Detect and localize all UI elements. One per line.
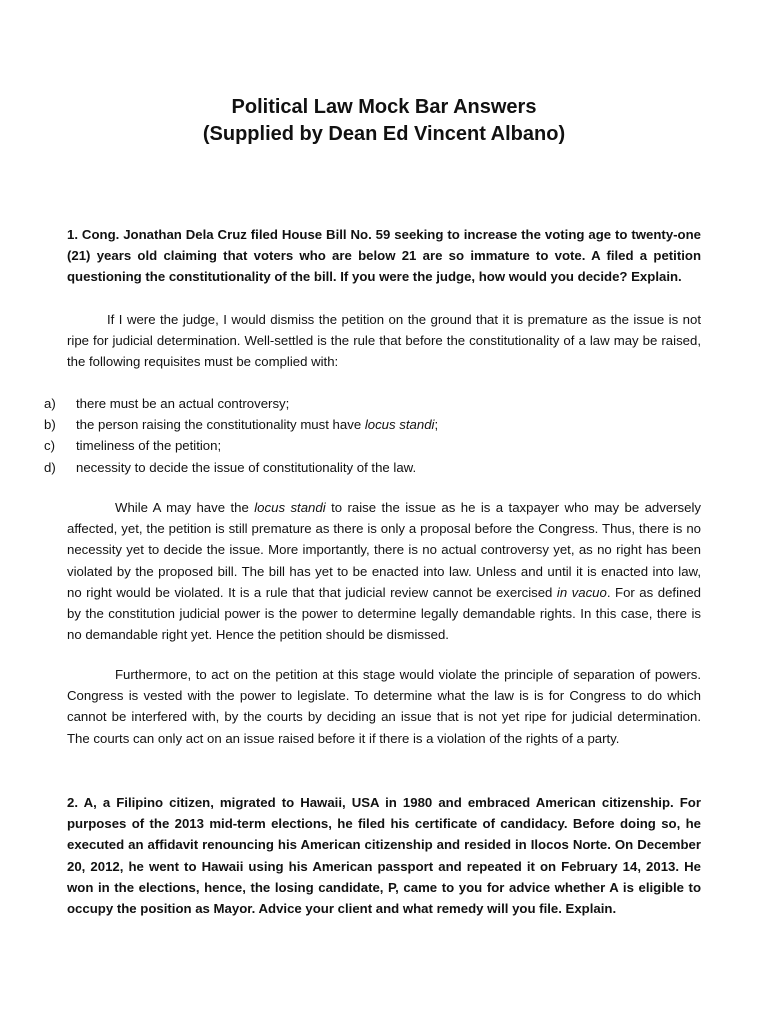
list-text-pre: the person raising the constitutionality must have [76,417,365,433]
list-marker: a) [44,396,56,411]
list-text: timeliness of the petition; [76,438,222,454]
list-text [76,414,704,435]
list-text-post: ; [434,417,439,433]
list-item [44,457,704,478]
list-item [44,435,704,456]
title-line-2: (Supplied by Dean Ed Vincent Albano) [202,123,566,145]
list-item [44,414,704,435]
question-1: 1. Cong. Jonathan Dela Cruz filed House Bill No. 59 seeking to increase the voting age to twenty-one (21) years old claiming that voters who are below 21 are so immature to vote. A filed a petition questioning the constitutionality of the bill. If you were the judge, how would you decide? Explain. [67,227,701,285]
list-marker: d) [44,459,56,475]
list-marker: b) [44,417,56,433]
title-line-1: Political Law Mock Bar Answers [231,96,537,118]
list-marker: c) [44,438,55,454]
requisites-list [44,393,704,478]
paragraph-text: to raise the issue as he is a taxpayer who may be adversely affected, yet, the petition is still premature as there is only a proposal before the Congress. Thus, there is no necessity yet to decide the issue. More importantly, there is no actual controversy yet, as no right has been violated by the proposed bill. The bill has yet to be enacted into law. Unless and until it is enacted into law, no right would be violated. It is a rule that that judicial review cannot be exercised [67,500,702,600]
paragraph-text: . For as defined by the constitution judicial power is the power to determine legally demandable rights. In this case, there is no demandable right yet. Hence the petition should be dismissed. [67,584,702,643]
list-text: necessity to decide the issue of constitutionality of the law. [76,459,417,475]
answer-1-paragraph-1: If I were the judge, I would dismiss the petition on the ground that it is premature as the issue is not ripe for judicial determination. Well-settled is the rule that before the constitutionality of a law may be raised, the following requisites must be complied with: [67,312,701,370]
paragraph-italic: locus standi [254,500,326,515]
answer-1-paragraph-3: Furthermore, to act on the petition at this stage would violate the principle of separation of powers. Congress is vested with the power to legislate. To determine what the law is is for Congress to do which cannot be interfered with, by the courts by deciding an issue that is not yet ripe for judicial determination. The courts can only act on an issue raised before it if there is a violation of the rights of a party. [67,667,701,746]
list-text-italic: locus standi [364,417,435,433]
list-text: there must be an actual controversy; [76,396,290,411]
paragraph-italic: in vacuo [556,584,607,600]
list-item [44,393,704,414]
paragraph-text: While A may have the [115,500,255,515]
answer-1-paragraph-2 [67,497,701,645]
document-title [0,94,768,148]
question-2: 2. A, a Filipino citizen, migrated to Hawaii, USA in 1980 and embraced American citizenship. For purposes of the 2013 mid-term elections, he filed his certificate of candidacy. Before doing so, he executed an affidavit renouncing his American citizenship and resided in Ilocos Norte. On December 20, 2012, he went to Hawaii using his American passport and repeated it on February 14, 2013. He won in the elections, hence, the losing candidate, P, came to you for advice whether A is eligible to occupy the position as Mayor. Advice your client and what remedy will you file. Explain. [67,795,701,917]
